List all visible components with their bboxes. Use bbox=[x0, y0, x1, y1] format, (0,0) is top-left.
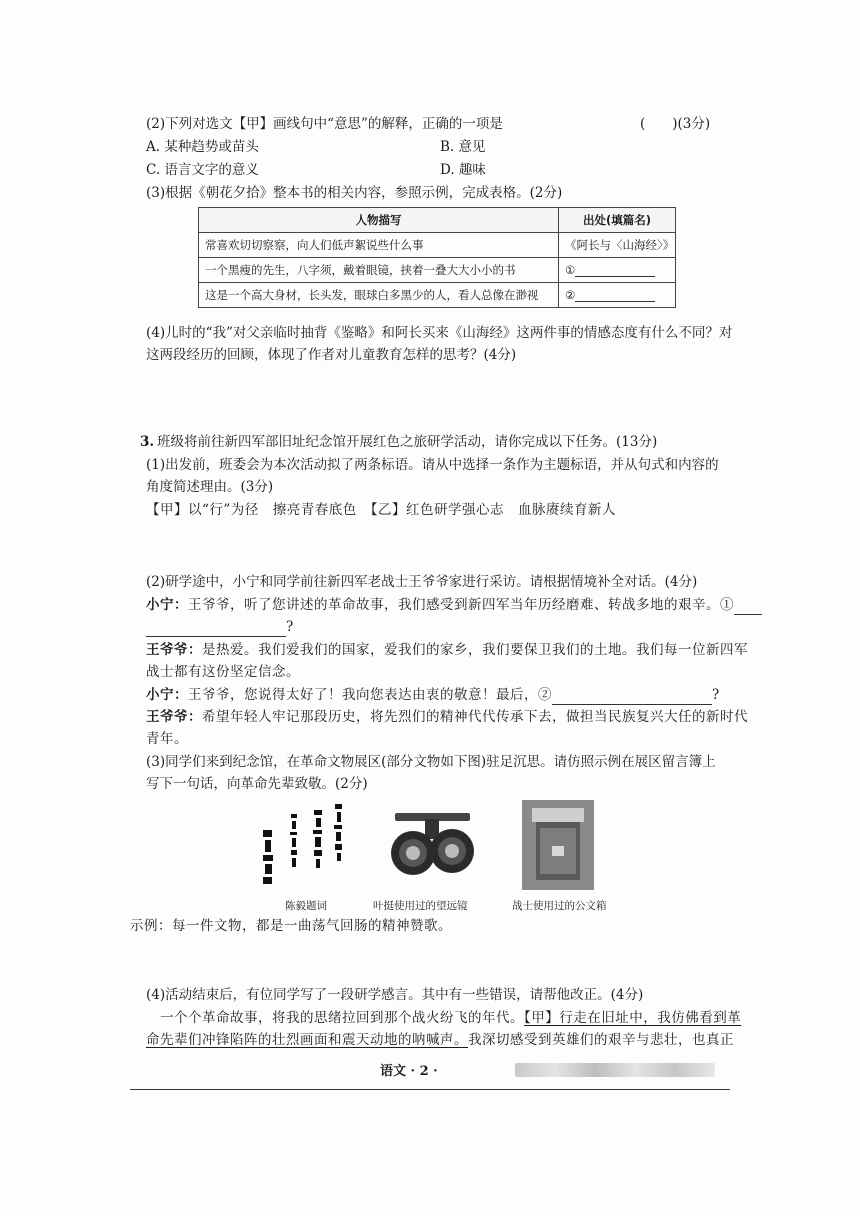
calligraphy-art bbox=[255, 800, 350, 890]
question-mark: ? bbox=[712, 687, 720, 703]
q3-sub2-stem: (2)研学途中，小宁和同学前往新四军老战士王爷爷家进行采访。请根据情境补全对话。(4分) bbox=[146, 574, 698, 590]
dialogue-text: 王爷爷，听了您讲述的革命故事，我们感受到新四军当年历经磨难、转战多地的艰辛。① bbox=[188, 597, 734, 613]
underlined-sentence: 【甲】行走在旧址中，我仿佛看到革 bbox=[524, 1010, 742, 1026]
figure-caption: 陈毅题词 bbox=[285, 900, 327, 912]
q3-sub1-line1: (1)出发前，班委会为本次活动拟了两条标语。请从中选择一条作为主题标语，并从句式和内容的 bbox=[146, 457, 719, 473]
question-mark: ? bbox=[286, 619, 294, 635]
option-b: B. 意见 bbox=[440, 139, 486, 155]
underlined-sentence: 命先辈们冲锋陷阵的壮烈画面和震天动地的呐喊声。 bbox=[146, 1032, 468, 1048]
dialogue-text: 战士都有这份坚定信念。 bbox=[146, 664, 300, 680]
answer-blank[interactable] bbox=[575, 301, 655, 302]
table-row bbox=[199, 283, 676, 308]
q2-sub4-line1: (4)儿时的“我”对父亲临时抽背《鉴略》和阿长买来《山海经》这两件事的情感态度有什么不同？对 bbox=[146, 325, 733, 341]
figure-caption: 战士使用过的公文箱 bbox=[512, 900, 607, 912]
q2-sub3-stem: (3)根据《朝花夕拾》整本书的相关内容，参照示例，完成表格。(2分) bbox=[146, 185, 563, 201]
answer-blank[interactable] bbox=[146, 636, 286, 637]
q3-sub1-line2: 角度简述理由。(3分) bbox=[146, 479, 274, 495]
q3-intro: 班级将前往新四军部旧址纪念馆开展红色之旅研学活动，请你完成以下任务。(13分) bbox=[157, 434, 658, 450]
table-header-row bbox=[199, 208, 676, 233]
option-a: A. 某种趋势或苗头 bbox=[146, 139, 259, 155]
answer-cell-2[interactable] bbox=[559, 283, 676, 308]
answer-blank[interactable] bbox=[734, 614, 762, 615]
q2-sub4-line2: 这两段经历的回顾，体现了作者对儿童教育怎样的思考？(4分) bbox=[146, 347, 517, 363]
answer-cell-1[interactable] bbox=[559, 258, 676, 283]
q2-sub2-paren: ( )(3分) bbox=[640, 116, 711, 132]
passage-text: 我深切感受到英雄们的艰辛与悲壮，也真正 bbox=[468, 1032, 734, 1048]
blank-marker: ① bbox=[565, 263, 576, 277]
q3-number: 3. bbox=[140, 434, 155, 450]
table-row bbox=[199, 233, 676, 258]
answer-blank[interactable] bbox=[575, 276, 655, 277]
document-case-image bbox=[522, 800, 594, 890]
q2-sub2-stem: (2)下列对选文【甲】画线句中“意思”的解释，正确的一项是 bbox=[146, 116, 503, 132]
passage-text: 一个个革命故事，将我的思绪拉回到那个战火纷飞的年代。 bbox=[160, 1010, 524, 1026]
table-header: 人物描写 bbox=[199, 208, 559, 233]
option-c: C. 语言文字的意义 bbox=[146, 162, 259, 178]
answer-blank[interactable] bbox=[552, 704, 712, 705]
redacted-watermark bbox=[515, 1063, 715, 1077]
slogans: 【甲】以“行”为径 擦亮青春底色 【乙】红色研学强心志 血脉赓续育新人 bbox=[146, 502, 617, 518]
dialogue-line bbox=[146, 685, 720, 705]
passage-line bbox=[160, 1008, 741, 1028]
binoculars-icon bbox=[385, 805, 480, 890]
document-case-icon bbox=[522, 800, 594, 890]
dialogue-line bbox=[146, 707, 748, 727]
speaker-label: 小宁： bbox=[146, 687, 188, 703]
option-d: D. 趣味 bbox=[440, 162, 486, 178]
speaker-label: 小宁： bbox=[146, 597, 188, 613]
dialogue-text: 是热爱。我们爱我们的国家，爱我们的家乡，我们要保卫我们的土地。我们每一位新四军 bbox=[202, 642, 748, 658]
table-cell: 一个黑瘦的先生，八字须，戴着眼镜，挟着一叠大大小小的书 bbox=[199, 258, 559, 283]
dialogue-text: 王爷爷，您说得太好了！我向您表达由衷的敬意！最后，② bbox=[188, 687, 552, 703]
table-header: 出处(填篇名) bbox=[559, 208, 676, 233]
q3-sub4-stem: (4)活动结束后，有位同学写了一段研学感言。其中有一些错误，请帮他改正。(4分) bbox=[146, 987, 644, 1003]
table-cell: 《阿长与〈山海经〉》 bbox=[559, 233, 676, 258]
blank-marker: ② bbox=[565, 288, 576, 302]
dialogue-text: 希望年轻人牢记那段历史，将先烈们的精神代代传承下去，做担当民族复兴大任的新时代 bbox=[202, 709, 748, 725]
table-cell: 常喜欢切切察察，向人们低声絮说些什么事 bbox=[199, 233, 559, 258]
binoculars-image bbox=[385, 805, 480, 890]
calligraphy-image bbox=[255, 800, 350, 890]
dialogue-line bbox=[146, 595, 762, 615]
q3-sub3-line2: 写下一句话，向革命先辈致敬。(2分) bbox=[146, 776, 368, 792]
dialogue-line-cont bbox=[146, 617, 294, 637]
example-sentence: 示例：每一件文物，都是一曲荡气回肠的精神赞歌。 bbox=[130, 918, 452, 934]
footer-divider bbox=[130, 1089, 730, 1090]
speaker-label: 王爷爷： bbox=[146, 642, 202, 658]
figure-caption: 叶挺使用过的望远镜 bbox=[373, 900, 468, 912]
book-table bbox=[198, 207, 676, 308]
dialogue-text: 青年。 bbox=[146, 731, 188, 747]
speaker-label: 王爷爷： bbox=[146, 709, 202, 725]
dialogue-line bbox=[146, 640, 748, 660]
passage-line bbox=[146, 1030, 734, 1050]
table-row bbox=[199, 258, 676, 283]
q3-sub3-line1: (3)同学们来到纪念馆，在革命文物展区(部分文物如下图)驻足沉思。请仿照示例在展区留言簿上 bbox=[146, 754, 716, 770]
page-number: 语文 · 2 · bbox=[380, 1064, 438, 1079]
table-cell: 这是一个高大身材，长头发，眼球白多黑少的人，看人总像在渺视 bbox=[199, 283, 559, 308]
